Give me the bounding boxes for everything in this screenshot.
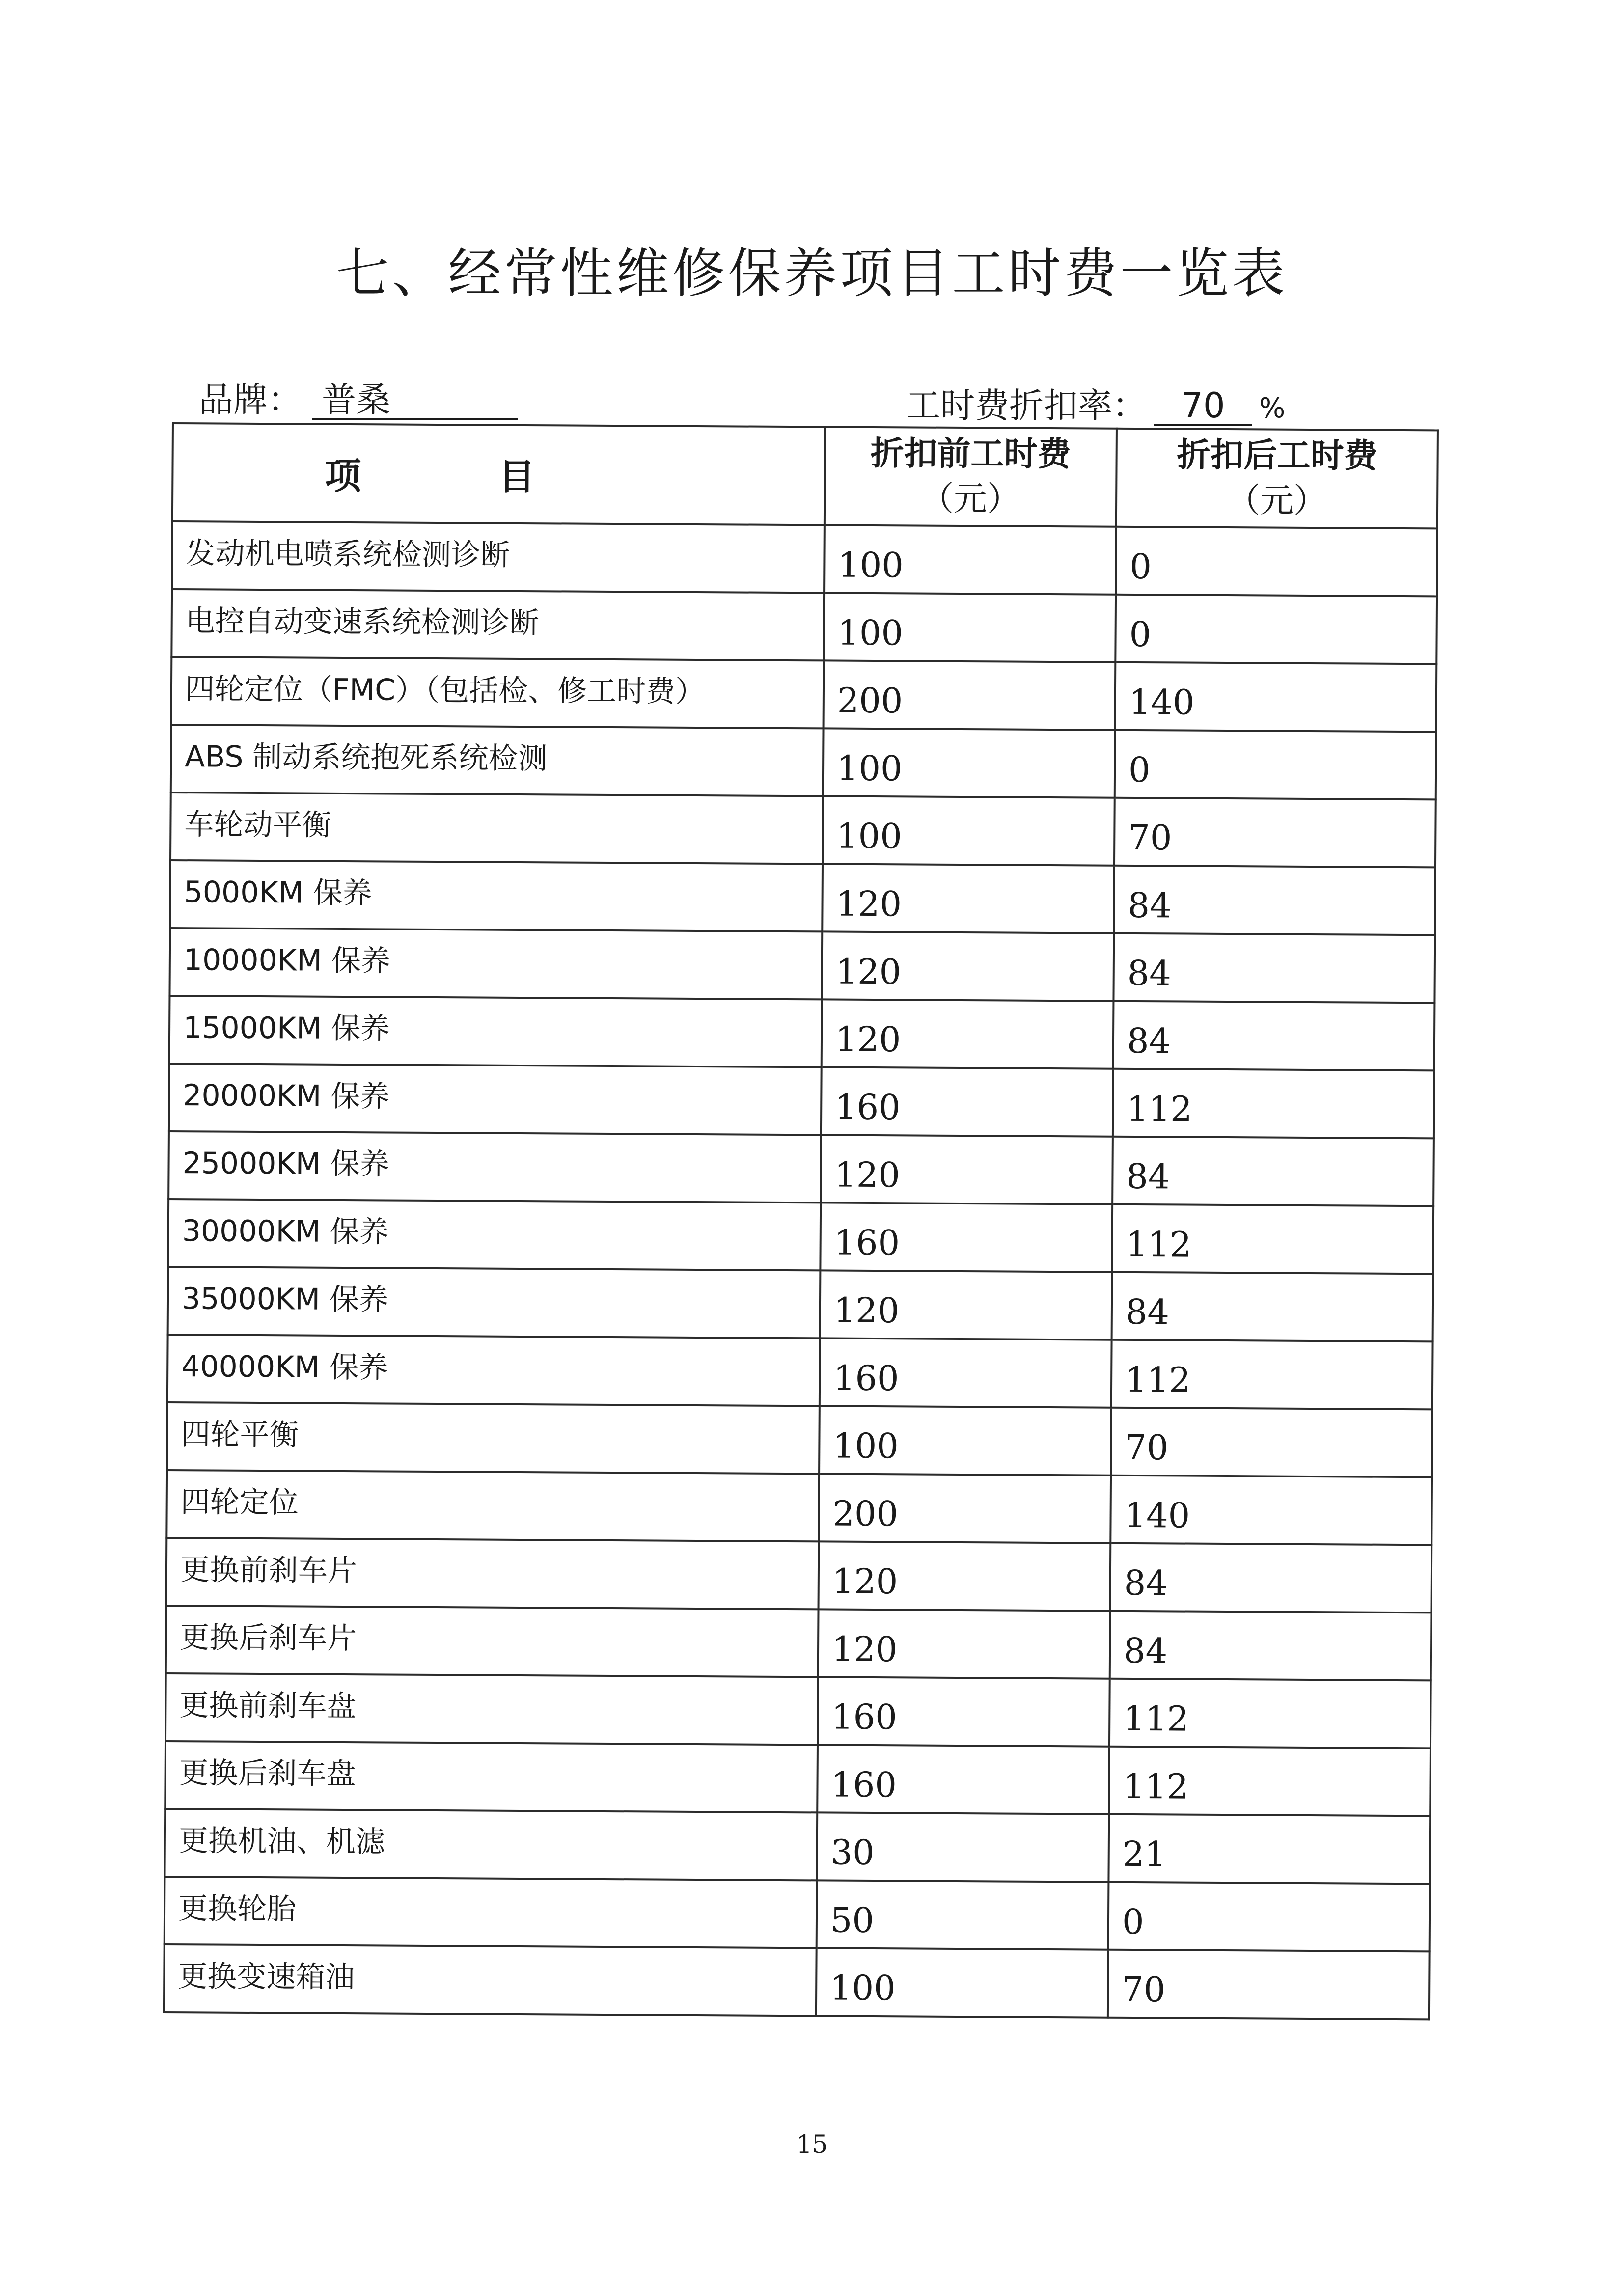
price-before-cell: 120 <box>820 1270 1112 1339</box>
table-row <box>169 1064 1434 1138</box>
price-after-cell: 140 <box>1110 1476 1432 1545</box>
price-before-cell: 120 <box>818 1609 1110 1678</box>
price-after-cell: 21 <box>1108 1814 1430 1884</box>
price-before-cell: 200 <box>823 660 1115 730</box>
item-cell: 更换变速箱油 <box>164 1944 817 2016</box>
table-row <box>165 1673 1431 1748</box>
price-after-cell: 84 <box>1113 1001 1435 1071</box>
price-before-cell: 100 <box>824 593 1116 662</box>
table-row <box>169 996 1435 1070</box>
table-body <box>164 521 1437 2019</box>
item-cell: 15000KM 保养 <box>169 996 822 1067</box>
price-after-cell: 84 <box>1114 866 1435 935</box>
table-row <box>169 928 1435 1003</box>
table-header-row <box>172 423 1438 528</box>
price-after-cell: 0 <box>1116 527 1437 597</box>
price-after-cell: 0 <box>1115 595 1437 664</box>
price-after-cell: 112 <box>1112 1204 1433 1274</box>
item-cell: 30000KM 保养 <box>168 1199 821 1270</box>
header-before-label: 折扣前工时费 <box>870 434 1071 474</box>
price-after-cell: 70 <box>1108 1950 1430 2020</box>
price-before-cell: 160 <box>820 1203 1112 1272</box>
brand-line <box>199 372 518 422</box>
item-cell: 5000KM 保养 <box>170 860 823 931</box>
item-cell: 更换轮胎 <box>165 1877 817 1948</box>
item-cell: 更换机油、机滤 <box>165 1809 817 1880</box>
price-after-cell: 112 <box>1113 1069 1434 1139</box>
item-cell: 更换前刹车盘 <box>165 1673 818 1745</box>
header-item: 项目 <box>172 423 825 525</box>
price-after-cell: 84 <box>1112 1137 1434 1206</box>
table-row <box>172 521 1437 596</box>
item-cell: 四轮平衡 <box>167 1402 820 1474</box>
table-row <box>171 589 1437 664</box>
brand-label: 品牌： <box>199 380 302 420</box>
price-before-cell: 200 <box>819 1474 1111 1543</box>
table-row <box>171 657 1437 732</box>
price-before-cell: 160 <box>821 1067 1113 1136</box>
item-cell: 发动机电喷系统检测诊断 <box>172 521 825 593</box>
table-row <box>165 1877 1430 1951</box>
table-row <box>170 793 1436 867</box>
discount-label: 工时费折扣率： <box>906 385 1147 426</box>
price-after-cell: 112 <box>1109 1679 1431 1749</box>
page-title: 七、经常性维修保养项目工时费一览表 <box>336 243 1288 304</box>
price-before-cell: 160 <box>818 1677 1110 1746</box>
price-after-cell: 84 <box>1112 1272 1433 1342</box>
price-before-cell: 120 <box>822 864 1114 933</box>
price-before-cell: 100 <box>823 728 1115 797</box>
price-before-cell: 160 <box>820 1338 1112 1407</box>
price-before-cell: 100 <box>816 1948 1108 2017</box>
item-cell: 更换前刹车片 <box>166 1538 819 1609</box>
table-row <box>167 1402 1432 1477</box>
header-after-label: 折扣后工时费 <box>1177 436 1377 476</box>
item-cell: 电控自动变速系统检测诊断 <box>171 589 824 660</box>
price-before-cell: 120 <box>822 999 1114 1068</box>
price-before-cell: 120 <box>822 931 1114 1001</box>
table-row <box>165 1809 1430 1884</box>
item-cell: 四轮定位（FMC）（包括检、修工时费） <box>171 657 824 728</box>
item-cell: 车轮动平衡 <box>170 793 823 864</box>
header-before <box>825 427 1117 526</box>
discount-line <box>906 378 1285 428</box>
price-before-cell: 50 <box>817 1880 1109 1949</box>
price-before-cell: 100 <box>823 796 1115 865</box>
price-before-cell: 30 <box>817 1812 1109 1882</box>
price-after-cell: 0 <box>1108 1882 1430 1952</box>
price-after-cell: 112 <box>1109 1747 1431 1816</box>
price-after-cell: 140 <box>1115 662 1437 732</box>
item-cell: ABS 制动系统抱死系统检测 <box>171 725 824 796</box>
price-before-cell: 100 <box>824 525 1116 594</box>
price-before-cell: 160 <box>817 1745 1109 1814</box>
header-after <box>1116 429 1438 529</box>
price-after-cell: 70 <box>1114 798 1436 868</box>
page-number: 15 <box>796 2130 828 2159</box>
price-after-cell: 0 <box>1115 730 1436 800</box>
item-cell: 25000KM 保养 <box>168 1131 821 1203</box>
item-cell: 20000KM 保养 <box>169 1064 822 1135</box>
item-cell: 四轮定位 <box>166 1470 819 1541</box>
brand-value: 普桑 <box>312 382 518 420</box>
table-row <box>166 1606 1431 1680</box>
item-cell: 更换后刹车片 <box>166 1606 819 1677</box>
table-row <box>170 860 1435 935</box>
price-after-cell: 84 <box>1110 1611 1431 1681</box>
table-row <box>167 1335 1433 1409</box>
table-row <box>168 1131 1434 1206</box>
table-row <box>165 1741 1431 1816</box>
discount-unit: % <box>1259 392 1286 424</box>
price-before-cell: 100 <box>819 1406 1111 1475</box>
price-after-cell: 84 <box>1110 1543 1431 1613</box>
table-row <box>166 1470 1432 1545</box>
table-row <box>166 1538 1432 1613</box>
item-cell: 40000KM 保养 <box>167 1335 820 1406</box>
table-row <box>171 725 1436 799</box>
price-before-cell: 120 <box>821 1135 1113 1204</box>
table-row <box>164 1944 1430 2019</box>
discount-value: 70 <box>1154 388 1252 426</box>
price-after-cell: 70 <box>1111 1408 1432 1477</box>
labor-fee-table <box>163 422 1439 2020</box>
header-after-unit: （元） <box>1226 481 1327 521</box>
price-after-cell: 112 <box>1111 1340 1433 1410</box>
price-before-cell: 120 <box>818 1541 1110 1611</box>
price-after-cell: 84 <box>1113 933 1435 1003</box>
table-row <box>168 1267 1433 1341</box>
item-cell: 10000KM 保养 <box>169 928 822 999</box>
table-row <box>168 1199 1433 1274</box>
item-cell: 更换后刹车盘 <box>165 1741 818 1812</box>
header-before-unit: （元） <box>920 479 1021 519</box>
item-cell: 35000KM 保养 <box>168 1267 821 1338</box>
